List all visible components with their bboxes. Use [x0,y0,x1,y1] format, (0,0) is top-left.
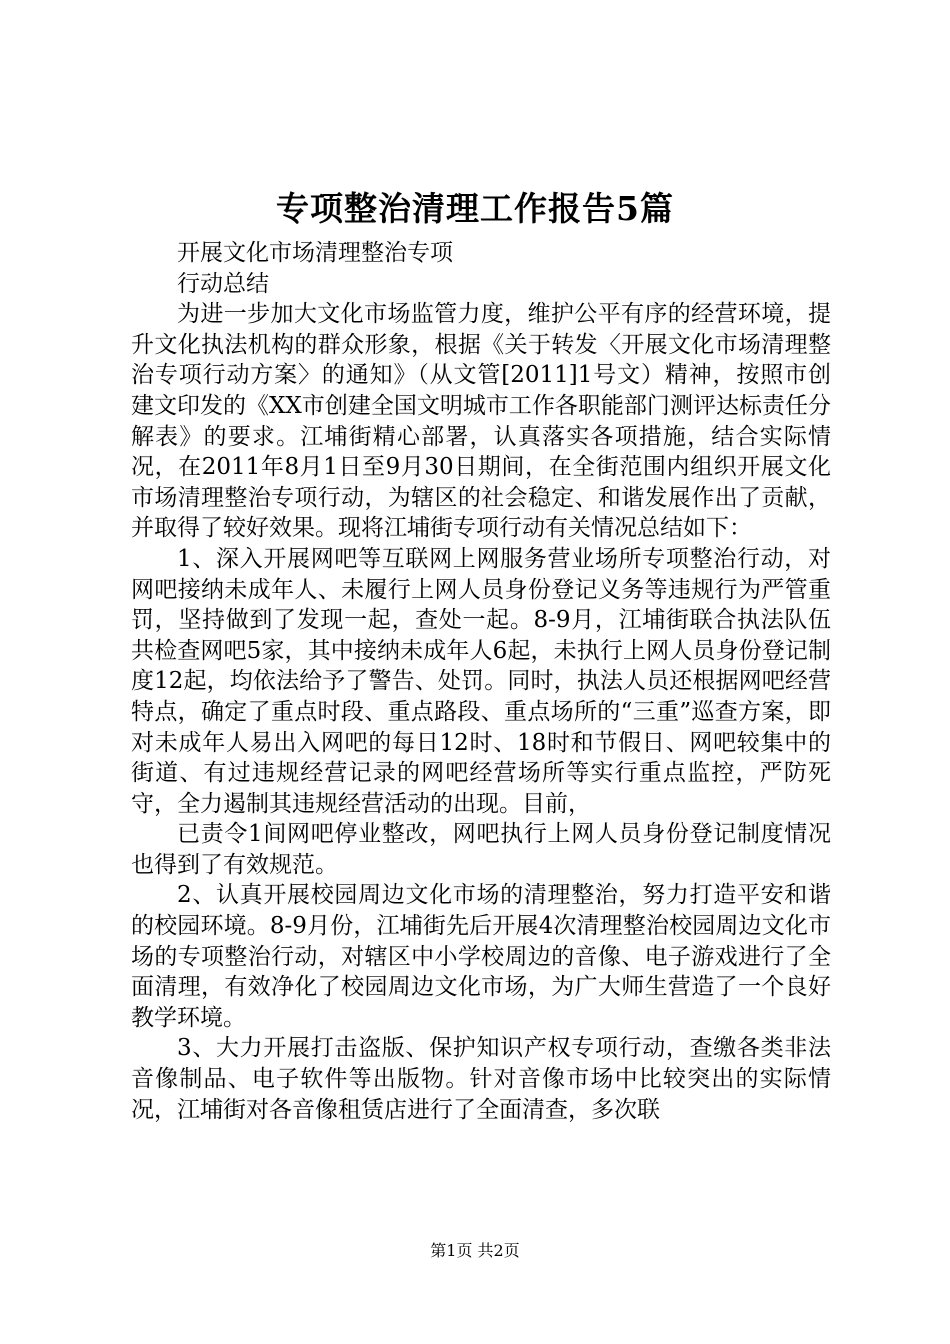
paragraph-item-2: 2、认真开展校园周边文化市场的清理整治，努力打造平安和谐的校园环境。8-9月份，江埔街先后开展4次清理整治校园周边文化市场的专项整治行动，对辖区中小学校周边的音像、电子游戏进行了全面清理，有效净化了校园周边文化市场，为广大师生营造了一个良好教学环境。 [131,882,831,1031]
paragraph-item-1: 1、深入开展网吧等互联网上网服务营业场所专项整治行动，对网吧接纳未成年人、未履行上网人员身份登记义务等违规行为严管重罚，坚持做到了发现一起，查处一起。8-9月，江埔街联合执法队伍共检查网吧5家，其中接纳未成年人6起，未执行上网人员身份登记制度12起，均依法给予了警告、处罚。同时，执法人员还根据网吧经营特点，确定了重点时段、重点路段、重点场所的“三重”巡查方案，即对未成年人易出入网吧的每日12时、18时和节假日、网吧较集中的街道、有过违规经营记录的网吧经营场所等实行重点监控，严防死守，全力遏制其违规经营活动的出现。目前， [131,545,831,817]
paragraph-item-3: 3、大力开展打击盗版、保护知识产权专项行动，查缴各类非法音像制品、电子软件等出版物。针对音像市场中比较突出的实际情况，江埔街对各音像租赁店进行了全面清查，多次联 [131,1035,831,1123]
paragraph-intro: 为进一步加大文化市场监管力度，维护公平有序的经营环境，提升文化执法机构的群众形象，根据《关于转发〈开展文化市场清理整治专项行动方案〉的通知》（从文管[2011]1号文）精神，按照市创建文印发的《XX市创建全国文明城市工作各职能部门测评达标责任分解表》的要求。江埔街精心部署，认真落实各项措施，结合实际情况，在2011年8月1日至9月30日期间，在全街范围内组织开展文化市场清理整治专项行动，为辖区的社会稳定、和谐发展作出了贡献，并取得了较好效果。现将江埔街专项行动有关情况总结如下： [131,301,831,542]
subheading-line-1: 开展文化市场清理整治专项 [177,240,453,266]
paragraph-item-1-continued: 已责令1间网吧停业整改，网吧执行上网人员身份登记制度情况也得到了有效规范。 [131,821,831,878]
document-body [131,238,831,1125]
document-title: 专项整治清理工作报告5篇 [276,189,674,228]
page-number-footer: 第1页 共2页 [430,1241,520,1260]
subheading-line-2: 行动总结 [177,270,269,297]
